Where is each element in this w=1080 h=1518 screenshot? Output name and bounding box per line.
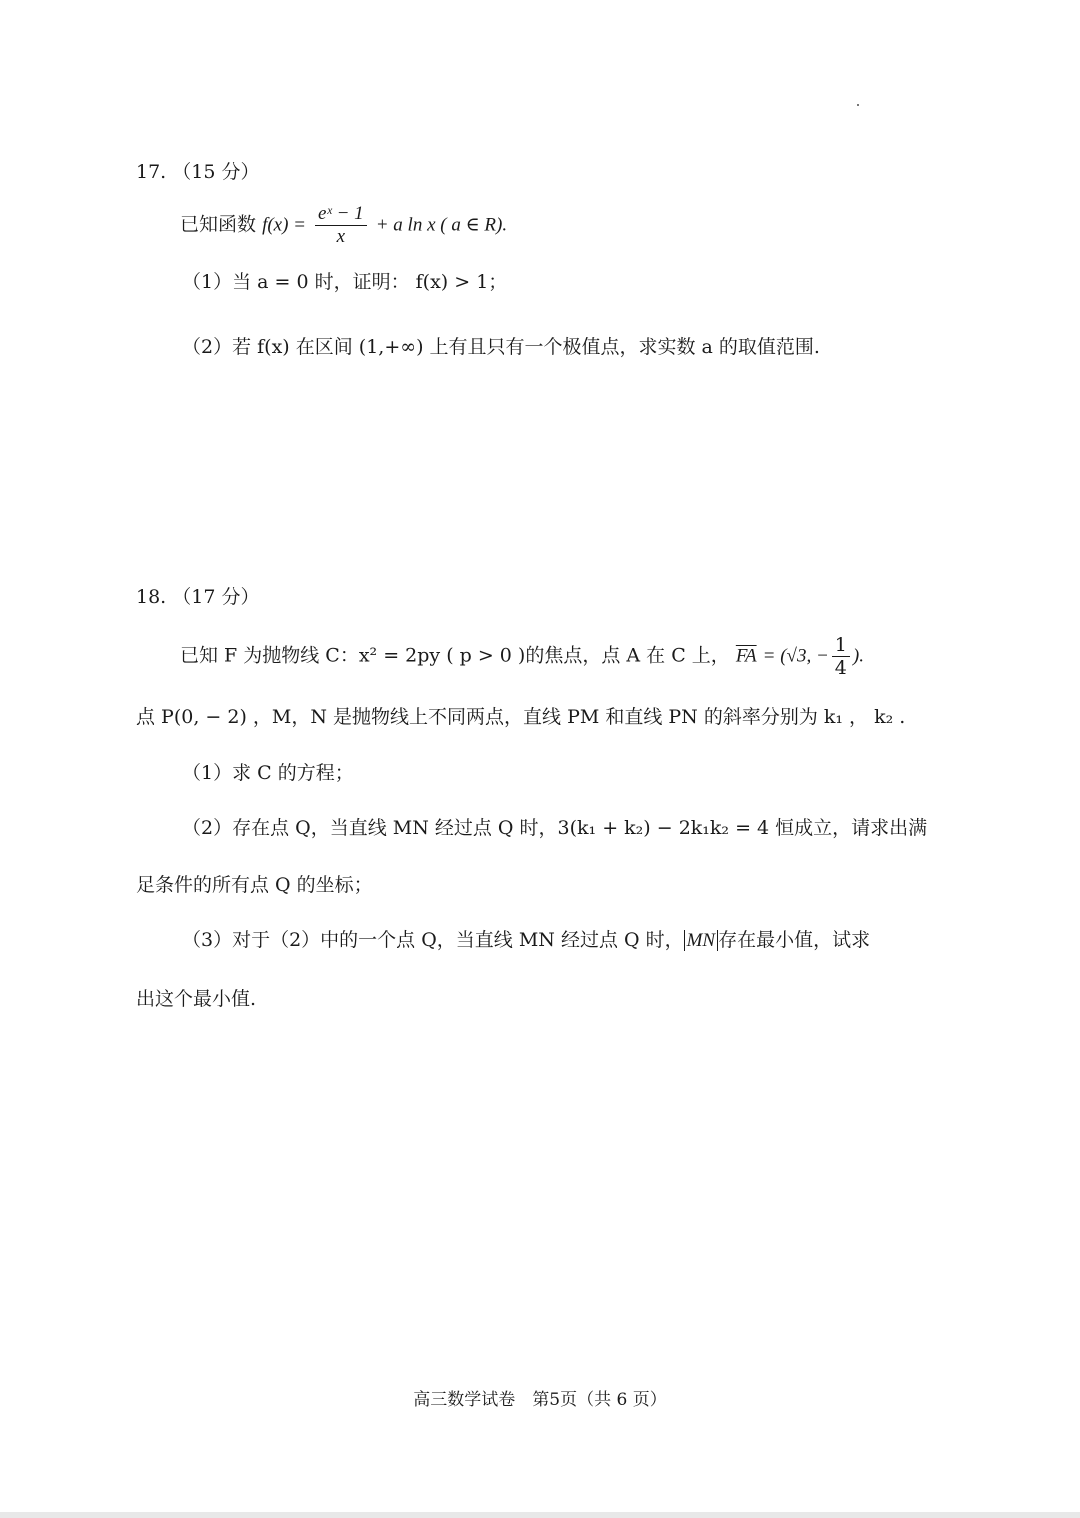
q17-stem-prefix: 已知函数 — [180, 213, 257, 236]
q18-part2-line2: 足条件的所有点 Q 的坐标； — [136, 874, 373, 896]
q17-stem-rest: + a ln x ( a ∈ R). — [375, 214, 508, 236]
q17-number: 17. — [136, 161, 167, 183]
q18-score: （17 分） — [172, 586, 260, 608]
q18-part3-post: 存在最小值，试求 — [718, 929, 871, 951]
q17-fraction — [315, 203, 367, 248]
q17-frac-denominator: x — [336, 226, 346, 247]
q17-stem — [180, 203, 507, 248]
q18-part3-line2: 出这个最小值. — [136, 988, 257, 1010]
q17-score: （15 分） — [172, 161, 260, 183]
page-bottom-edge — [0, 1512, 1080, 1518]
q18-part2-line1: （2）存在点 Q，当直线 MN 经过点 Q 时，3(k₁ + k₂) − 2k₁k₂ = 4 恒成立，请求出满 — [182, 817, 928, 839]
q18-frac-denominator: 4 — [834, 657, 847, 679]
q18-part1: （1）求 C 的方程； — [182, 762, 354, 784]
q18-heading — [136, 582, 259, 612]
q17-part2: （2）若 f(x) 在区间 (1,+∞) 上有且只有一个极值点，求实数 a 的取值范围. — [182, 336, 820, 358]
q18-stem-line2: 点 P(0, − 2) ，M，N 是抛物线上不同两点，直线 PM 和直线 PN 的斜率分别为 k₁ ， k₂ . — [136, 706, 906, 728]
q17-frac-numerator: eˣ − 1 — [315, 203, 367, 226]
q18-part3-pre: （3）对于（2）中的一个点 Q，当直线 MN 经过点 Q 时， — [182, 929, 684, 951]
q18-vector-end: ). — [852, 645, 864, 667]
q18-vector-eq: = (√3, − — [762, 645, 829, 667]
q18-abs-mn: MN — [684, 930, 719, 951]
q18-vector-label: $\overline{FA}$ — [735, 645, 757, 667]
q17-heading — [136, 157, 259, 187]
q18-fraction — [832, 634, 850, 679]
q17-part1: （1）当 a = 0 时，证明： f(x) > 1； — [182, 271, 508, 293]
q18-number: 18. — [136, 586, 167, 608]
q18-part3-line1 — [182, 925, 870, 956]
q17-f-x: f(x) = — [262, 214, 306, 236]
stray-mark — [857, 104, 859, 106]
q18-stem-a: 已知 F 为抛物线 C：x² = 2py ( p > 0 )的焦点，点 A 在 C 上， — [180, 644, 730, 667]
page-footer: 高三数学试卷 第5页（共 6 页） — [413, 1390, 667, 1410]
q18-stem-line1 — [180, 634, 864, 679]
q18-frac-numerator: 1 — [832, 634, 850, 657]
